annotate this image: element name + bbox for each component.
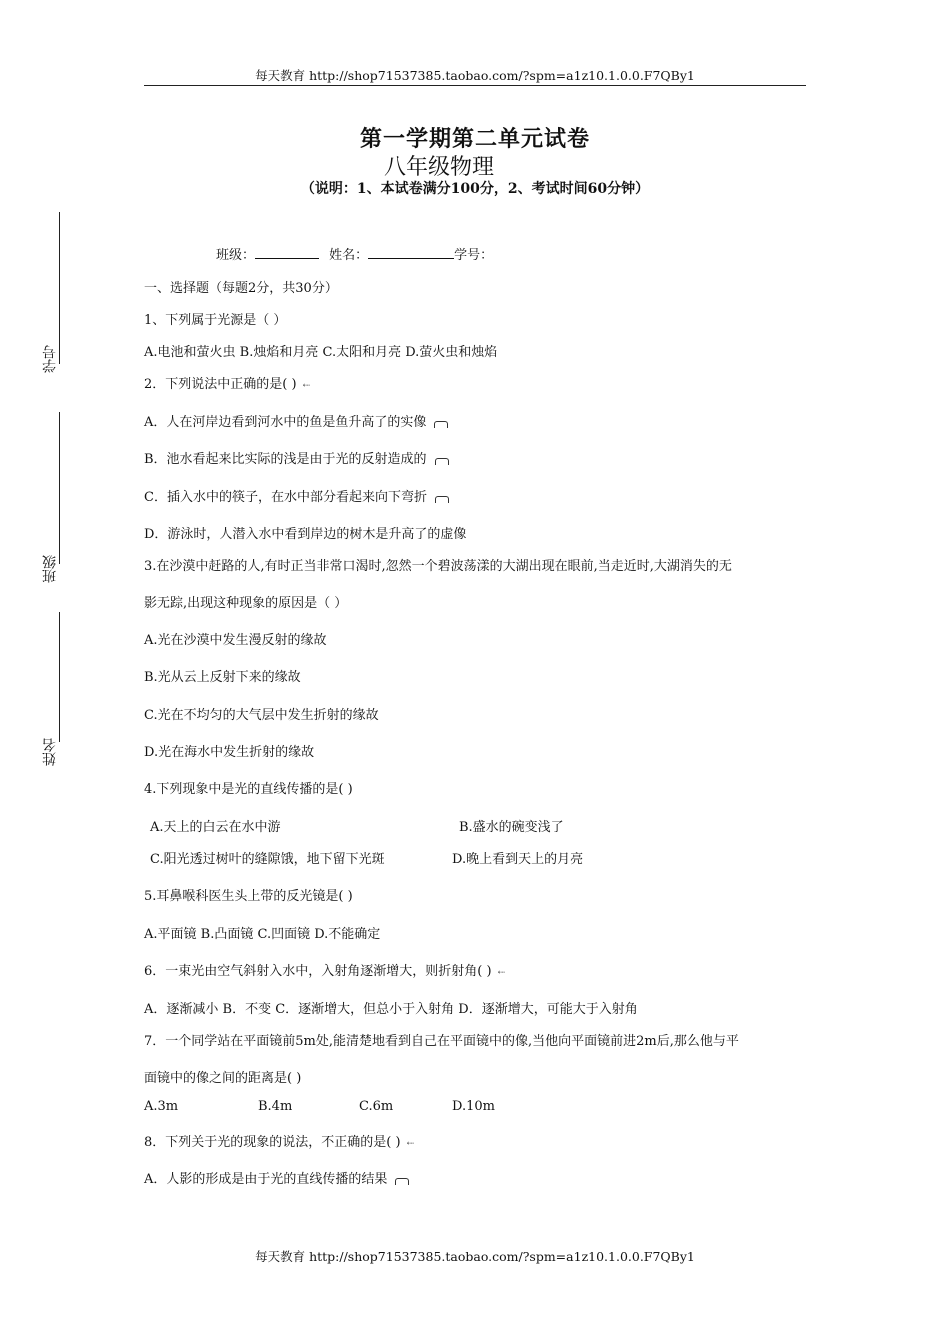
paragraph-return-icon xyxy=(434,421,448,428)
number-label: 学号： xyxy=(454,248,494,263)
q3-option-c: C.光在不均匀的大气层中发生折射的缘故 xyxy=(144,708,379,723)
q2-stem: 2．下列说法中正确的是( ) ⇠ xyxy=(144,377,311,392)
q8-option-a: A．人影的形成是由于光的直线传播的结果 xyxy=(144,1168,409,1187)
q3-option-b: B.光从云上反射下来的缘故 xyxy=(144,670,301,685)
page-header: 每天教育 http://shop71537385.taobao.com/?spm=a1z10.1.0.0.F7QBy1 xyxy=(255,68,695,83)
margin-line-class xyxy=(59,412,60,564)
exam-title: 第一学期第二单元试卷 xyxy=(359,126,590,152)
q1-stem: 1、下列属于光源是（ ） xyxy=(144,313,287,328)
q1-options: A.电池和萤火虫 B.烛焰和月亮 C.太阳和月亮 D.萤火虫和烛焰 xyxy=(144,345,498,360)
q7-option-b: B.4m xyxy=(258,1099,293,1114)
q4-option-d: D.晚上看到天上的月亮 xyxy=(452,852,584,867)
q5-options: A.平面镜 B.凸面镜 C.凹面镜 D.不能确定 xyxy=(144,927,381,942)
margin-line-name xyxy=(59,612,60,742)
q4-option-a: A.天上的白云在水中游 xyxy=(150,820,281,835)
student-info-line xyxy=(216,244,493,263)
q2-option-b: B．池水看起来比实际的浅是由于光的反射造成的 xyxy=(144,448,449,467)
arrow-mark-icon: ⇠ xyxy=(406,1139,415,1149)
class-label: 班级： xyxy=(216,248,256,263)
margin-label-name: 姓名 xyxy=(42,738,58,766)
q2-option-a: A．人在河岸边看到河水中的鱼是鱼升高了的实像 xyxy=(144,411,448,430)
q7-option-c: C.6m xyxy=(359,1099,394,1114)
section-heading: 一、选择题（每题2分，共30分） xyxy=(144,281,338,296)
exam-note: （说明：1、本试卷满分100分，2、考试时间60分钟） xyxy=(300,181,650,197)
header-divider xyxy=(144,85,806,86)
arrow-mark-icon: ⇠ xyxy=(497,968,506,978)
paragraph-return-icon xyxy=(435,496,449,503)
q3-option-d: D.光在海水中发生折射的缘故 xyxy=(144,745,315,760)
page-footer: 每天教育 http://shop71537385.taobao.com/?spm=a1z10.1.0.0.F7QBy1 xyxy=(255,1249,695,1264)
paragraph-return-icon xyxy=(395,1178,409,1185)
arrow-mark-icon: ⇠ xyxy=(302,381,311,391)
q6-stem: 6．一束光由空气斜射入水中，入射角逐渐增大，则折射角( ) ⇠ xyxy=(144,964,506,979)
q2-option-c: C．插入水中的筷子，在水中部分看起来向下弯折 xyxy=(144,486,449,505)
margin-line-number xyxy=(59,212,60,364)
exam-subtitle: 八年级物理 xyxy=(384,155,495,180)
paragraph-return-icon xyxy=(435,458,449,465)
q4-stem: 4.下列现象中是光的直线传播的是( ) xyxy=(144,782,353,797)
q7-line1: 7．一个同学站在平面镜前5m处,能清楚地看到自己在平面镜中的像,当他向平面镜前进2m后,那么他与平 xyxy=(144,1034,739,1049)
margin-label-class: 班级 xyxy=(42,555,58,583)
margin-label-number: 学号 xyxy=(42,345,58,373)
name-field[interactable] xyxy=(368,246,454,259)
class-field[interactable] xyxy=(255,246,319,259)
q4-option-c: C.阳光透过树叶的缝隙饿，地下留下光斑 xyxy=(150,852,385,867)
q7-line2: 面镜中的像之间的距离是( ) xyxy=(144,1071,302,1086)
q3-line2: 影无踪,出现这种现象的原因是（ ） xyxy=(144,596,348,611)
q8-stem: 8．下列关于光的现象的说法，不正确的是( ) ⇠ xyxy=(144,1135,415,1150)
q6-options: A．逐渐减小 B．不变 C．逐渐增大，但总小于入射角 D．逐渐增大，可能大于入射角 xyxy=(144,1002,638,1017)
q3-option-a: A.光在沙漠中发生漫反射的缘故 xyxy=(144,633,327,648)
q7-option-d: D.10m xyxy=(452,1099,495,1114)
q2-option-d: D．游泳时，人潜入水中看到岸边的树木是升高了的虚像 xyxy=(144,527,467,542)
q4-option-b: B.盛水的碗变浅了 xyxy=(459,820,564,835)
q5-stem: 5.耳鼻喉科医生头上带的反光镜是( ) xyxy=(144,889,353,904)
q3-line1: 3.在沙漠中赶路的人,有时正当非常口渴时,忽然一个碧波荡漾的大湖出现在眼前,当走近时,大湖消失的无 xyxy=(144,559,732,574)
q7-option-a: A.3m xyxy=(144,1099,179,1114)
name-label: 姓名： xyxy=(329,248,369,263)
